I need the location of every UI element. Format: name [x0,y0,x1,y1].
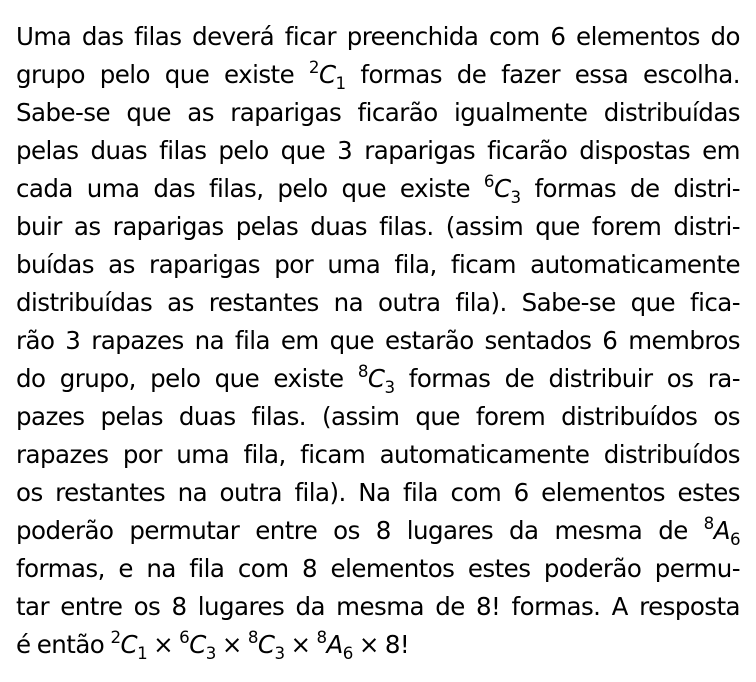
text-span: distribuídas as restantes na outra fila). Sabe-se que fica- [16,288,740,317]
paragraph-line [16,436,740,474]
text-span: rão 3 rapazes na fila em que estarão sentados 6 membros [16,326,740,355]
factorial-value: 8! [384,630,410,659]
text-span: pazes pelas duas filas. (assim que forem distribuídos os [16,402,740,431]
math-arrangement: $^8A_6$ [316,628,353,663]
text-span: cada uma das filas, pelo que existe [16,174,484,203]
text-span: formas de distribuir os ra- [394,364,740,393]
math-combination: $^2C_1$ [308,58,346,93]
paragraph-line [16,322,740,360]
paragraph-line [16,512,740,550]
paragraph-line [16,588,740,626]
text-span: rapazes por uma fila, ficam automaticamente distribuídos [16,440,740,469]
text-span: Uma das filas deverá ficar preenchida com 6 elementos do [16,22,740,51]
text-span: é então [16,630,111,659]
text-span: Sabe-se que as raparigas ficarão igualmente distribuídas [16,98,740,127]
math-arrangement: $^8A_6$ [703,514,740,549]
times-operator: × [153,630,174,659]
times-operator: × [221,630,242,659]
paragraph-line [16,284,740,322]
text-span: buídas as raparigas por uma fila, ficam automaticamente [16,250,740,279]
paragraph-line [16,246,740,284]
math-combination: $^2C_1$ [110,628,148,663]
text-span: os restantes na outra fila). Na fila com 6 elementos estes [16,478,740,507]
times-operator: × [290,630,311,659]
text-span: grupo pelo que existe [16,60,309,89]
text-span: formas de fazer essa escolha. [345,60,740,89]
paragraph-line [16,474,740,512]
math-combination: $^8C_3$ [357,362,395,397]
paragraph-line [16,170,740,208]
text-span: formas, e na fila com 8 elementos estes poderão permu- [16,554,740,583]
math-combination: $^6C_3$ [179,628,216,663]
text-span: buir as raparigas pelas duas filas. (assim que forem distri- [16,212,740,241]
text-span: do grupo, pelo que existe [16,364,358,393]
math-combination: $^8C_3$ [247,628,285,663]
paragraph-line [16,56,740,94]
paragraph-line [16,550,740,588]
text-span: poderão permutar entre os 8 lugares da mesma de [16,516,704,545]
text-span: formas de distri- [520,174,740,203]
text-span: pelas duas filas pelo que 3 raparigas ficarão dispostas em [16,136,740,165]
paragraph-line [16,208,740,246]
paragraph-line [16,132,740,170]
math-combination: $^6C_3$ [483,172,521,207]
paragraph-line [16,360,740,398]
paragraph-line [16,94,740,132]
times-operator: × [358,630,379,659]
paragraph-line [16,18,740,56]
paragraph-line [16,398,740,436]
final-answer-line [16,626,740,664]
text-span: tar entre os 8 lugares da mesma de 8! formas. A resposta [16,592,740,621]
